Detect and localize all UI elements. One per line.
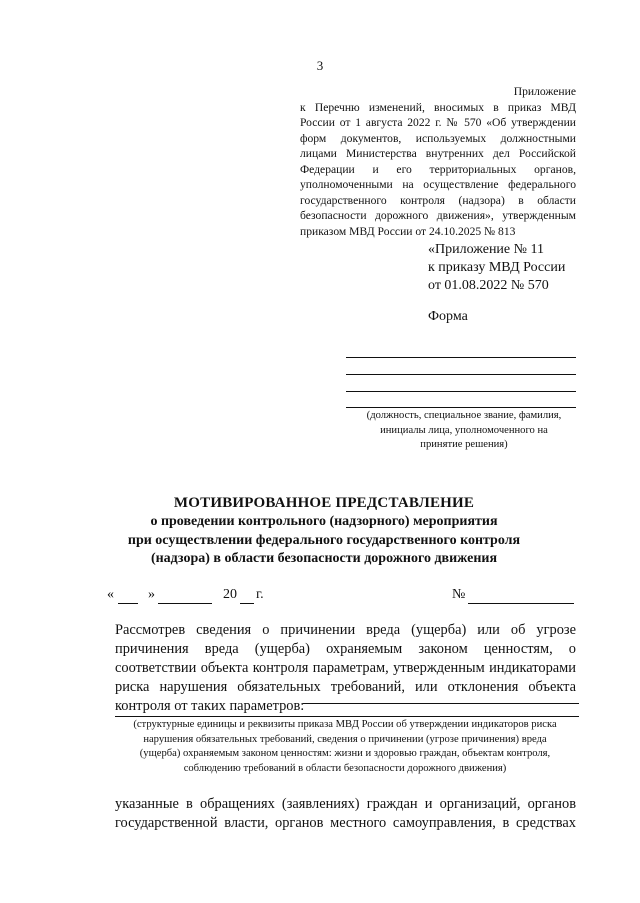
caption-line: соблюдению требований в области безопасности дорожного движения)	[183, 762, 507, 774]
control-parameters-blank[interactable]	[115, 716, 579, 717]
appendix-header	[300, 84, 576, 239]
appendix-line: России от 1 августа 2022 г. № 570 «Об утверждении	[300, 116, 576, 129]
page-number: 3	[316, 58, 324, 73]
paragraph-line: соответствии объекта контроля параметрам, утвержденным индикаторами	[115, 660, 576, 676]
appendix-line: лицами Министерства внутренних дел Российской	[300, 147, 576, 160]
appendix-line: форм документов, используемых должностными	[300, 131, 576, 145]
paragraph-line: указанные в обращениях (заявлениях) граждан и организаций, органов	[115, 796, 576, 812]
caption-line: принятие решения)	[420, 439, 508, 451]
caption-line: (должность, специальное звание, фамилия,	[366, 410, 562, 421]
appendix-line: уполномоченными на осуществление федерального	[300, 178, 576, 191]
caption-line: (структурные единицы и реквизиты приказа МВД России об утверждении индикаторов риска	[133, 719, 557, 730]
appendix-line: приказом МВД России от 24.10.2025 № 813	[300, 224, 516, 238]
title-main: МОТИВИРОВАННОЕ ПРЕДСТАВЛЕНИЕ	[173, 495, 475, 511]
official-blank-line[interactable]	[346, 357, 576, 358]
paragraph-line: причинения вреда (ущерба) охраняемым законом ценностям, о	[115, 641, 576, 657]
title-line: при осуществлении федерального государственного контроля	[127, 532, 521, 548]
number-blank[interactable]	[468, 603, 574, 604]
year-suffix: г.	[256, 587, 264, 602]
day-blank[interactable]	[118, 603, 138, 604]
caption-line: (ущерба) охраняемым законом ценностям: жизни и здоровью граждан, объектам контроля,	[139, 748, 551, 759]
date-close-quote: »	[148, 587, 155, 602]
document-title	[60, 494, 588, 569]
caption-line: инициалы лица, уполномоченного на	[380, 424, 548, 436]
title-line: (надзора) в области безопасности дорожного движения	[150, 551, 498, 566]
order-details-caption	[108, 718, 582, 776]
caption-line: нарушения обязательных требований, сведения о причинении (угрозе причинения) вреда	[143, 733, 547, 745]
paragraph-2	[115, 795, 576, 833]
appendix-line: Федерации и его территориальных органов,	[300, 162, 576, 176]
month-blank[interactable]	[158, 603, 212, 604]
appendix-title: Приложение	[513, 85, 576, 98]
official-blank-line[interactable]	[346, 374, 576, 375]
appendix-line: безопасности дорожного движения», утвержденным	[300, 209, 576, 222]
title-line: о проведении контрольного (надзорного) мероприятия	[150, 514, 498, 529]
paragraph-1	[115, 621, 576, 716]
paragraph-line: риска нарушения обязательных требований, или отклонения объекта	[115, 679, 576, 695]
control-parameters-blank[interactable]	[303, 703, 579, 704]
paragraph-line: контроля от таких параметров:	[115, 698, 305, 714]
order-appendix-reference	[428, 241, 565, 295]
official-caption	[346, 409, 582, 453]
date-open-quote: «	[107, 587, 114, 602]
appendix-line: государственного контроля (надзора) в области	[300, 193, 576, 207]
official-blank-line[interactable]	[346, 391, 576, 392]
year-prefix: 20	[223, 587, 237, 602]
order-appendix-line: «Приложение № 11	[428, 242, 544, 257]
official-blank-line[interactable]	[346, 407, 576, 408]
number-sign: №	[452, 587, 466, 602]
order-appendix-line: к приказу МВД России	[428, 260, 566, 275]
order-appendix-line: от 01.08.2022 № 570	[428, 278, 549, 293]
year-blank[interactable]	[240, 603, 254, 604]
form-label: Форма	[428, 309, 468, 324]
paragraph-line: государственной власти, органов местного самоуправления, в средствах	[115, 815, 576, 831]
appendix-line: к Перечню изменений, вносимых в приказ МВД	[300, 100, 576, 114]
paragraph-line: Рассмотрев сведения о причинении вреда (ущерба) или об угрозе	[115, 622, 576, 638]
